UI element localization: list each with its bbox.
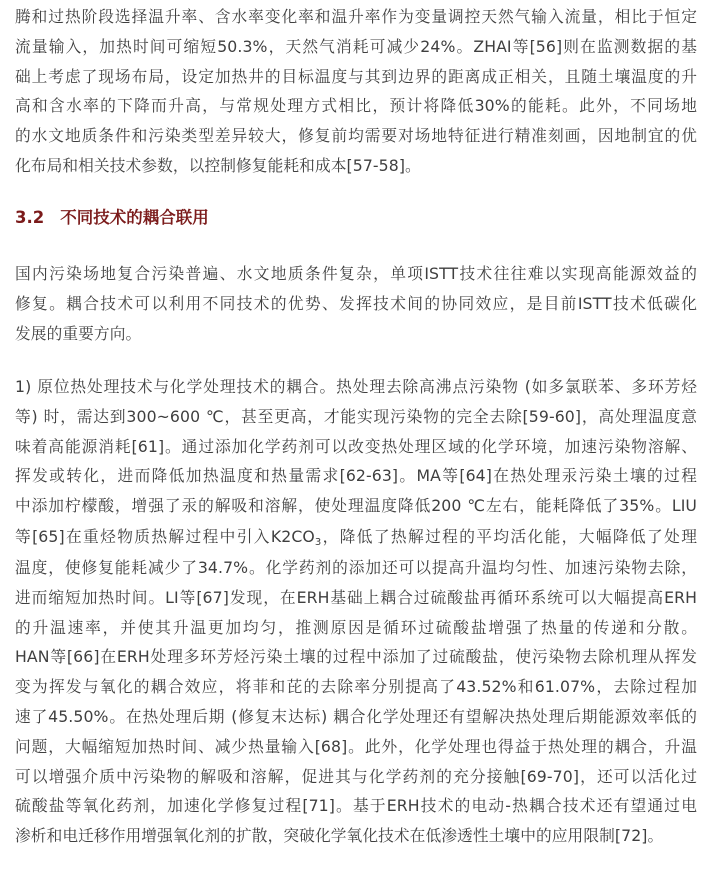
text-line: 高和含水率的下降而升高，与常规处理方式相比，预计将降低30%的能耗。此外，不同场地 (15, 96, 697, 116)
section-title: 不同技术的耦合联用 (60, 208, 209, 227)
text-line: 挥发或转化，进而降低加热温度和热量需求[62-63]。MA等[64]在热处理汞污染土壤的过程 (15, 466, 697, 486)
text-line-k2co3 (15, 521, 697, 553)
text-line: 化布局和相关技术参数，以控制修复能耗和成本[57-58]。 (15, 155, 421, 175)
section-number: 3.2 (15, 208, 45, 227)
text-fragment: 等[65]在重烃物质热解过程中引入K2CO (15, 526, 315, 546)
text-line: 的升温速率，并使其升温更加均匀，推测原因是循环过硫酸盐增强了热量的传递和分散。 (15, 617, 697, 637)
text-line: 修复。耦合技术可以利用不同技术的优势、发挥技术间的协同效应，是目前ISTT技术低碳化 (15, 293, 697, 313)
text-line: 味着高能源消耗[61]。通过添加化学药剂可以改变热处理区域的化学环境，加速污染物溶解、 (15, 436, 697, 456)
text-line: 腾和过热阶段选择温升率、含水率变化率和温升率作为变量调控天然气输入流量，相比于恒定 (15, 7, 697, 26)
text-line: 进而缩短加热时间。LI等[67]发现，在ERH基础上耦合过硫酸盐再循环系统可以大幅提高ERH (15, 587, 697, 607)
text-line: HAN等[66]在ERH处理多环芳烃污染土壤的过程中添加了过硫酸盐，使污染物去除机理从挥发 (15, 647, 697, 667)
paragraph-thermal-chemical (15, 372, 697, 851)
text-line: 速了45.50%。在热处理后期 (修复末达标) 耦合化学处理还有望解决热处理后期能源效率低的 (15, 706, 697, 726)
text-line: 发展的重要方向。 (15, 323, 142, 343)
text-line: 1) 原位热处理技术与化学处理技术的耦合。热处理去除高沸点污染物 (如多氯联苯、多环芳烃 (15, 377, 697, 396)
text-line: 流量输入，加热时间可缩短50.3%，天然气消耗可减少24%。ZHAI等[56]则在监测数据的基 (15, 36, 697, 56)
text-line: 硫酸盐等氧化药剂，加速化学修复过程[71]。基于ERH技术的电动-热耦合技术还有望通过电 (15, 796, 697, 816)
text-line: 问题，大幅缩短加热时间、减少热量输入[68]。此外，化学处理也得益于热处理的耦合，升温 (15, 736, 697, 756)
section-heading (15, 203, 209, 233)
paragraph-energy-control (15, 2, 697, 181)
text-fragment: ，降低了热解过程的平均活化能，大幅降低了处理 (321, 526, 698, 546)
text-line: 的水文地质条件和污染类型差异较大，修复前均需要对场地特征进行精准刻画，因地制宜的优 (15, 126, 697, 146)
text-line: 础上考虑了现场布局，设定加热井的目标温度与其到边界的距离成正相关，且随土壤温度的升 (15, 66, 697, 86)
paragraph-coupling-intro (15, 259, 697, 348)
text-line: 渗析和电迁移作用增强氧化剂的扩散，突破化学氧化技术在低渗透性土壤中的应用限制[72]。 (15, 826, 664, 846)
text-line: 温度，使修复能耗减少了34.7%。化学药剂的添加还可以提高升温均匀性、加速污染物去除， (15, 557, 697, 577)
text-line: 可以增强介质中污染物的解吸和溶解，促进其与化学药剂的充分接触[69-70]，还可以活化过 (15, 766, 697, 786)
text-line: 国内污染场地复合污染普遍、水文地质条件复杂，单项ISTT技术往往难以实现高能源效益的 (15, 264, 697, 283)
text-line: 等) 时，需达到300~600 ℃，甚至更高，才能实现污染物的完全去除[59-60]，高处理温度意 (15, 406, 697, 426)
text-line: 变为挥发与氧化的耦合效应，将菲和芘的去除率分别提高了43.52%和61.07%，去除过程加 (15, 677, 697, 697)
text-line: 中添加柠檬酸，增强了汞的解吸和溶解，使处理温度降低200 ℃左右，能耗降低了35%。LIU (15, 496, 697, 516)
subscript: 3 (314, 536, 322, 548)
